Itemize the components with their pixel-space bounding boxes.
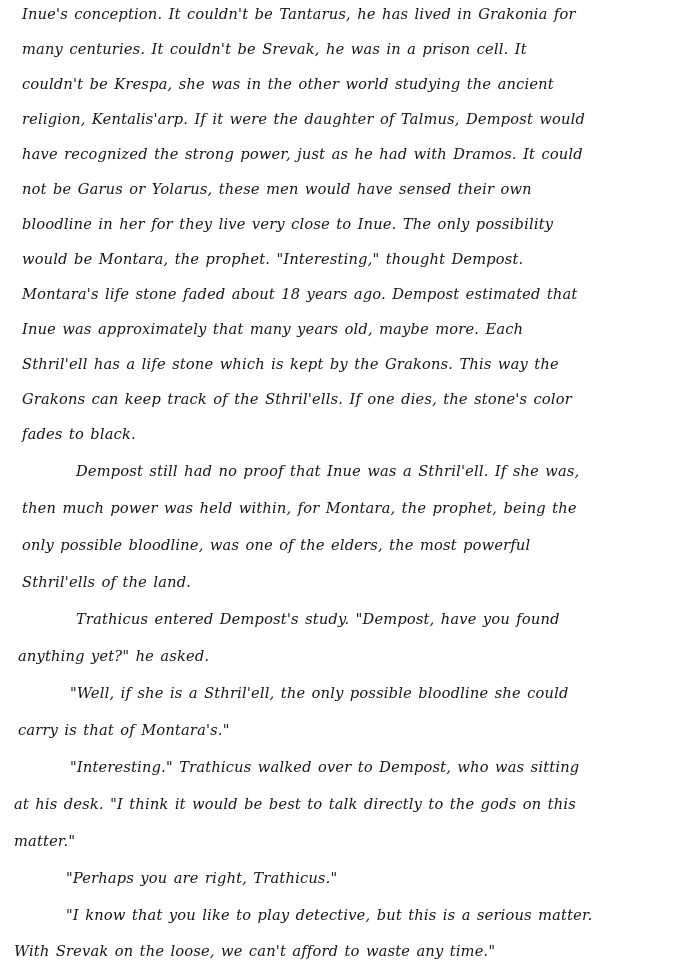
text-line: bloodline in her for they live very close to Inue. The only possibility (22, 216, 554, 233)
text-line: Grakons can keep track of the Sthril'ells. If one dies, the stone's color (22, 391, 572, 408)
text-line: Sthril'ells of the land. (22, 574, 192, 591)
text-line: couldn't be Krespa, she was in the other world studying the ancient (22, 76, 554, 93)
text-line: then much power was held within, for Montara, the prophet, being the (22, 500, 577, 517)
text-line: not be Garus or Yolarus, these men would have sensed their own (22, 181, 532, 198)
text-line: "Interesting." Trathicus walked over to Dempost, who was sitting (70, 759, 580, 776)
text-line: have recognized the strong power, just as he had with Dramos. It could (22, 146, 583, 163)
text-line: fades to black. (22, 426, 136, 443)
text-line: Dempost still had no proof that Inue was a Sthril'ell. If she was, (76, 463, 580, 480)
text-line: Inue was approximately that many years old, maybe more. Each (22, 321, 524, 338)
text-line: anything yet?" he asked. (18, 648, 210, 665)
text-line: Inue's conception. It couldn't be Tantarus, he has lived in Grakonia for (22, 6, 576, 23)
text-line: Montara's life stone faded about 18 years ago. Dempost estimated that (22, 286, 578, 303)
text-line: matter." (14, 833, 76, 850)
text-line: religion, Kentalis'arp. If it were the daughter of Talmus, Dempost would (22, 111, 586, 128)
text-line: at his desk. "I think it would be best to talk directly to the gods on this (14, 796, 576, 813)
text-line: would be Montara, the prophet. "Interesting," thought Dempost. (22, 251, 524, 268)
text-line: many centuries. It couldn't be Srevak, he was in a prison cell. It (22, 41, 527, 58)
text-line: Trathicus entered Dempost's study. "Dempost, have you found (76, 611, 560, 628)
text-line: carry is that of Montara's." (18, 722, 230, 739)
text-line: "Perhaps you are right, Trathicus." (66, 870, 338, 887)
text-line: "I know that you like to play detective, but this is a serious matter. (66, 907, 593, 924)
text-line: "Well, if she is a Sthril'ell, the only possible bloodline she could (70, 685, 569, 702)
text-line: With Srevak on the loose, we can't afford to waste any time." (14, 943, 496, 960)
text-line: only possible bloodline, was one of the elders, the most powerful (22, 537, 531, 554)
text-line: Sthril'ell has a life stone which is kept by the Grakons. This way the (22, 356, 559, 373)
